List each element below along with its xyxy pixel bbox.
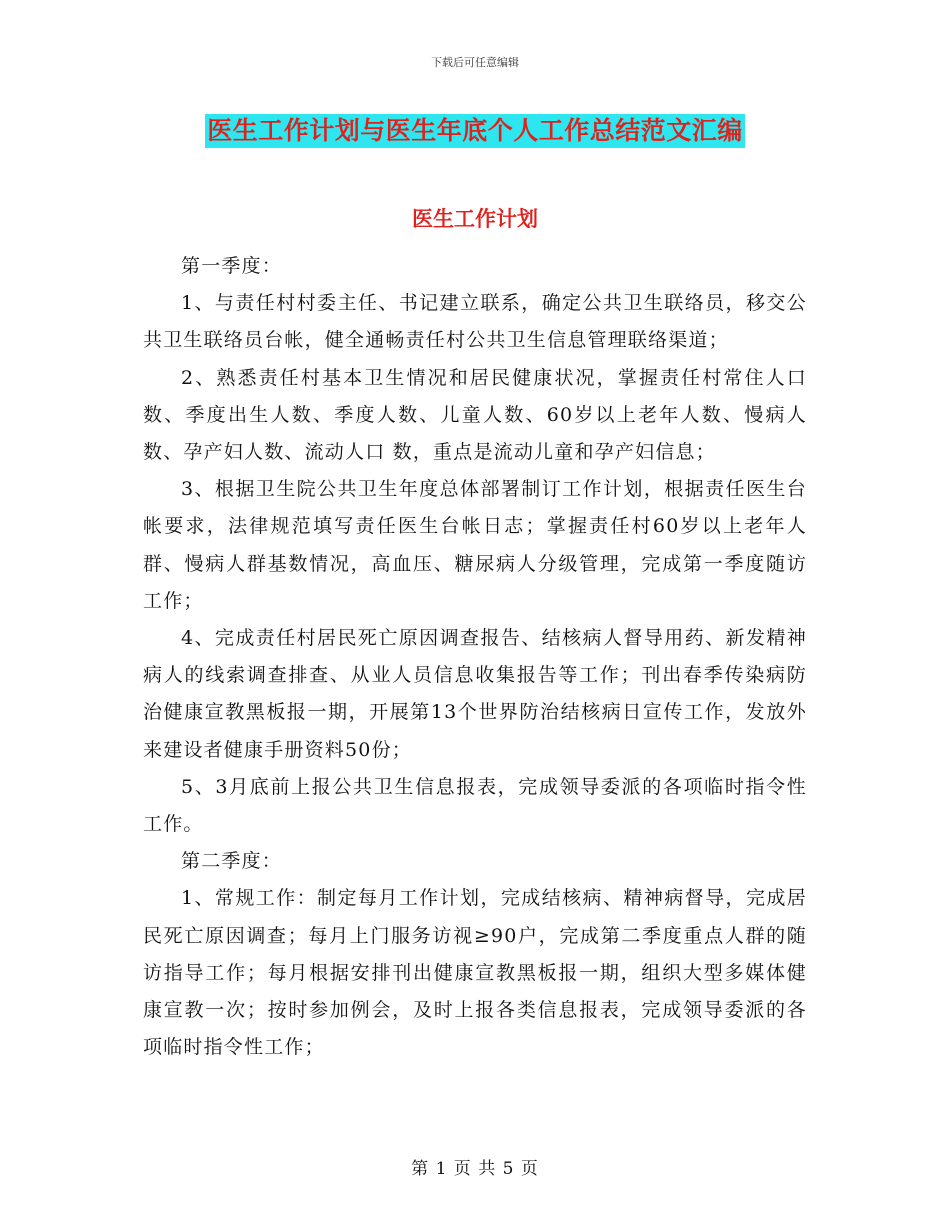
paragraph-q2-heading: 第二季度： — [181, 850, 283, 873]
document-body — [143, 248, 807, 1066]
paragraph-q1-item-5: 5、3月底前上报公共卫生信息报表，完成领导委派的各项临时指令性工作。 — [143, 775, 807, 836]
paragraph-q1-heading: 第一季度： — [181, 255, 283, 277]
paragraph-q1-item-1: 1、与责任村村委主任、书记建立联系，确定公共卫生联络员，移交公共卫生联络员台帐，健全通畅责任村公共卫生信息管理联络渠道； — [143, 292, 807, 352]
paragraph-q1-item-2: 2、熟悉责任村基本卫生情况和居民健康状况，掌握责任村常住人口数、季度出生人数、季度人数、儿童人数、60岁以上老年人数、慢病人数、孕产妇人数、流动人口 数，重点是流动儿童和孕产妇信息； — [143, 366, 807, 464]
section-title: 医生工作计划 — [412, 206, 538, 231]
header-note: 下载后可任意编辑 — [431, 56, 519, 69]
paragraph-q1-item-4: 4、完成责任村居民死亡原因调查报告、结核病人督导用药、新发精神病人的线索调查排查、从业人员信息收集报告等工作；刊出春季传染病防治健康宣教黑板报一期，开展第13个世界防治结核病日宣传工作，发放外来建设者健康手册资料50份； — [143, 627, 807, 761]
document-title-wrapper — [0, 114, 950, 148]
document-title: 医生工作计划与医生年底个人工作总结范文汇编 — [205, 114, 745, 148]
paragraph-q1-item-3: 3、根据卫生院公共卫生年度总体部署制订工作计划，根据责任医生台帐要求，法律规范填写责任医生台帐日志；掌握责任村60岁以上老年人群、慢病人群基数情况，高血压、糖尿病人分级管理，完成第一季度随访工作； — [143, 478, 807, 612]
paragraph-q2-item-1: 1、常规工作：制定每月工作计划，完成结核病、精神病督导，完成居民死亡原因调查；每月上门服务访视≥90户，完成第二季度重点人群的随访指导工作；每月根据安排刊出健康宣教黑板报一期，组织大型多媒体健康宣教一次；按时参加例会，及时上报各类信息报表，完成领导委派的各项临时指令性工作； — [143, 887, 807, 1059]
page-footer: 第 1 页 共 5 页 — [411, 1159, 539, 1179]
